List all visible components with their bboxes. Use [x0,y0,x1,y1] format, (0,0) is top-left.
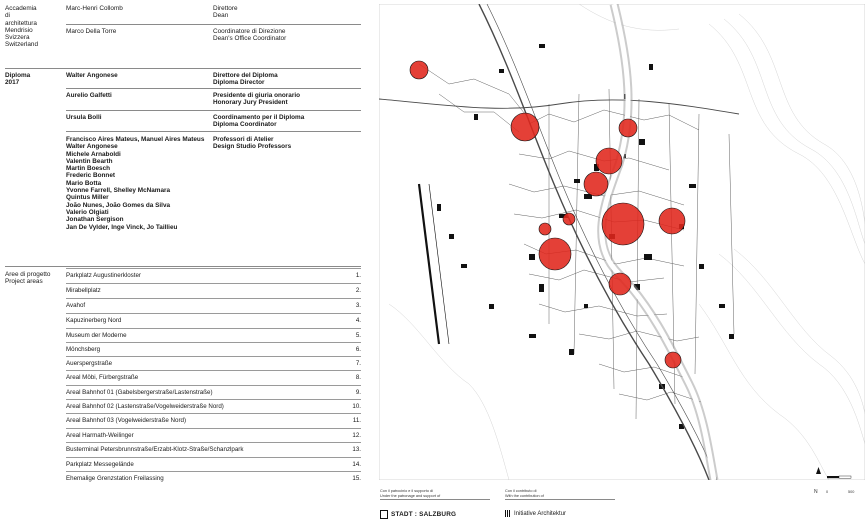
scale-north-label: N [814,489,818,495]
initiative-logo-text: Initiative Architektur [514,510,567,517]
city-crest-icon [380,510,388,519]
project-area-number: 5. [355,332,361,339]
divider [66,88,361,89]
project-area-row [66,399,361,414]
project-area-row [66,457,361,472]
diploma-director-role: Direttore del Diploma Diploma Director [213,72,278,87]
project-area-marker [539,238,571,270]
diploma-director-name: Walter Angonese [66,72,118,79]
project-area-row [66,313,361,328]
project-area-row [66,356,361,371]
project-area-number: 12. [352,432,361,439]
project-area-number: 4. [355,317,361,324]
divider [380,499,490,500]
divider [66,24,361,25]
divider [505,499,615,500]
project-area-number: 7. [355,360,361,367]
project-area-row [66,413,361,428]
project-area-number: 9. [355,389,361,396]
project-area-name: Areal Bahnhof 01 (Gabelsbergerstraße/Lastenstraße) [66,389,213,396]
project-area-number: 13. [352,446,361,453]
project-area-name: Mirabellplatz [66,287,101,294]
section-divider [5,68,361,69]
project-area-number: 11. [352,417,361,424]
contribution-text: Con il contributo di With the contribution of [505,489,544,498]
project-area-name: Parkplatz Augustinerkloster [66,272,141,279]
project-area-marker [659,208,685,234]
project-area-number: 2. [355,287,361,294]
scale-zero-label: 0 [826,490,829,494]
project-area-name: Avahof [66,302,86,309]
project-area-number: 10. [352,403,361,410]
project-area-name: Areal Möbi, Fürbergstraße [66,374,139,381]
studio-professors-list: Francisco Aires Mateus, Manuel Aires Mateus Walter Angonese Michele Arnaboldi Valentin Bearth Martin Boesch Frederic Bonnet Mario Botta Yvonne Farrell, Shelley McNamara Quintus Miller João Nunes, João Gomes da Silva Valerio Olgiati Jonathan Sergison Jan De Vylder, Inge Vinck, Jo Taillieu [66,136,205,231]
project-area-row [66,342,361,357]
city-map [379,4,865,480]
dean-name: Marc-Henri Collomb [66,5,123,12]
project-area-marker [410,61,428,79]
project-area-row [66,283,361,298]
initiative-logo-icon [505,510,511,517]
project-area-marker [584,172,608,196]
project-area-number: 8. [355,374,361,381]
project-area-row [66,471,361,486]
city-logo [380,510,456,519]
project-area-number: 15. [352,475,361,482]
project-area-number: 6. [355,346,361,353]
institution-name: Accademia di architettura Mendrisio Svizzera Switzerland [5,5,39,49]
scale-end-label: 500 [848,490,855,494]
project-area-number: 14. [352,461,361,468]
coordinator-role: Coordinatore di Direzione Dean's Office Coordinator [213,28,287,43]
project-area-marker [511,113,539,141]
project-area-row [66,370,361,385]
jury-president-name: Aurelio Galfetti [66,92,112,99]
divider [66,110,361,111]
project-area-row [66,428,361,443]
patronage-text: Con il patrocinio e il supporto di Under the patronage and support of [380,489,441,498]
project-area-name: Mönchsberg [66,346,101,353]
project-area-marker [609,273,631,295]
diploma-coordinator-role: Coordinamento per il Diploma Diploma Coordinator [213,114,305,129]
project-area-name: Areal Harmath-Weilinger [66,432,134,439]
project-area-name: Auerspergstraße [66,360,113,367]
project-area-marker [602,203,644,245]
project-area-name: Museum der Moderne [66,332,127,339]
coordinator-name: Marco Della Torre [66,28,117,35]
dean-role: Direttore Dean [213,5,238,20]
project-area-row [66,442,361,457]
project-area-name: Areal Bahnhof 02 (Lastenstraße/Vogelweiderstraße Nord) [66,403,224,410]
project-area-marker [665,352,681,368]
project-area-marker [619,119,637,137]
divider [66,131,361,132]
project-area-name: Ehemalige Grenzstation Freilassing [66,475,164,482]
studio-professors-role: Professori di Atelier Design Studio Professors [213,136,292,151]
project-area-number: 1. [355,272,361,279]
project-area-marker [596,148,622,174]
project-area-row [66,268,361,283]
jury-president-role: Presidente di giuria onorario Honorary Jury President [213,92,301,107]
city-logo-text: STADT : SALZBURG [391,511,457,518]
project-areas-heading: Aree di progetto Project areas [5,271,51,286]
project-area-name: Parkplatz Messegelände [66,461,134,468]
project-area-row [66,385,361,400]
project-area-row [66,328,361,343]
diploma-heading: Diploma 2017 [5,72,31,87]
diploma-coordinator-name: Ursula Bolli [66,114,102,121]
project-area-row [66,298,361,313]
project-area-marker [563,213,575,225]
project-area-marker [539,223,551,235]
initiative-logo [505,510,566,517]
project-area-name: Areal Bahnhof 03 (Vogelweiderstraße Nord) [66,417,187,424]
project-area-name: Kapuzinerberg Nord [66,317,122,324]
project-area-number: 3. [355,302,361,309]
project-area-name: Busterminal Petersbrunnstraße/Erzabt-Klotz-Straße/Schanzlpark [66,446,244,453]
section-divider [5,266,361,267]
